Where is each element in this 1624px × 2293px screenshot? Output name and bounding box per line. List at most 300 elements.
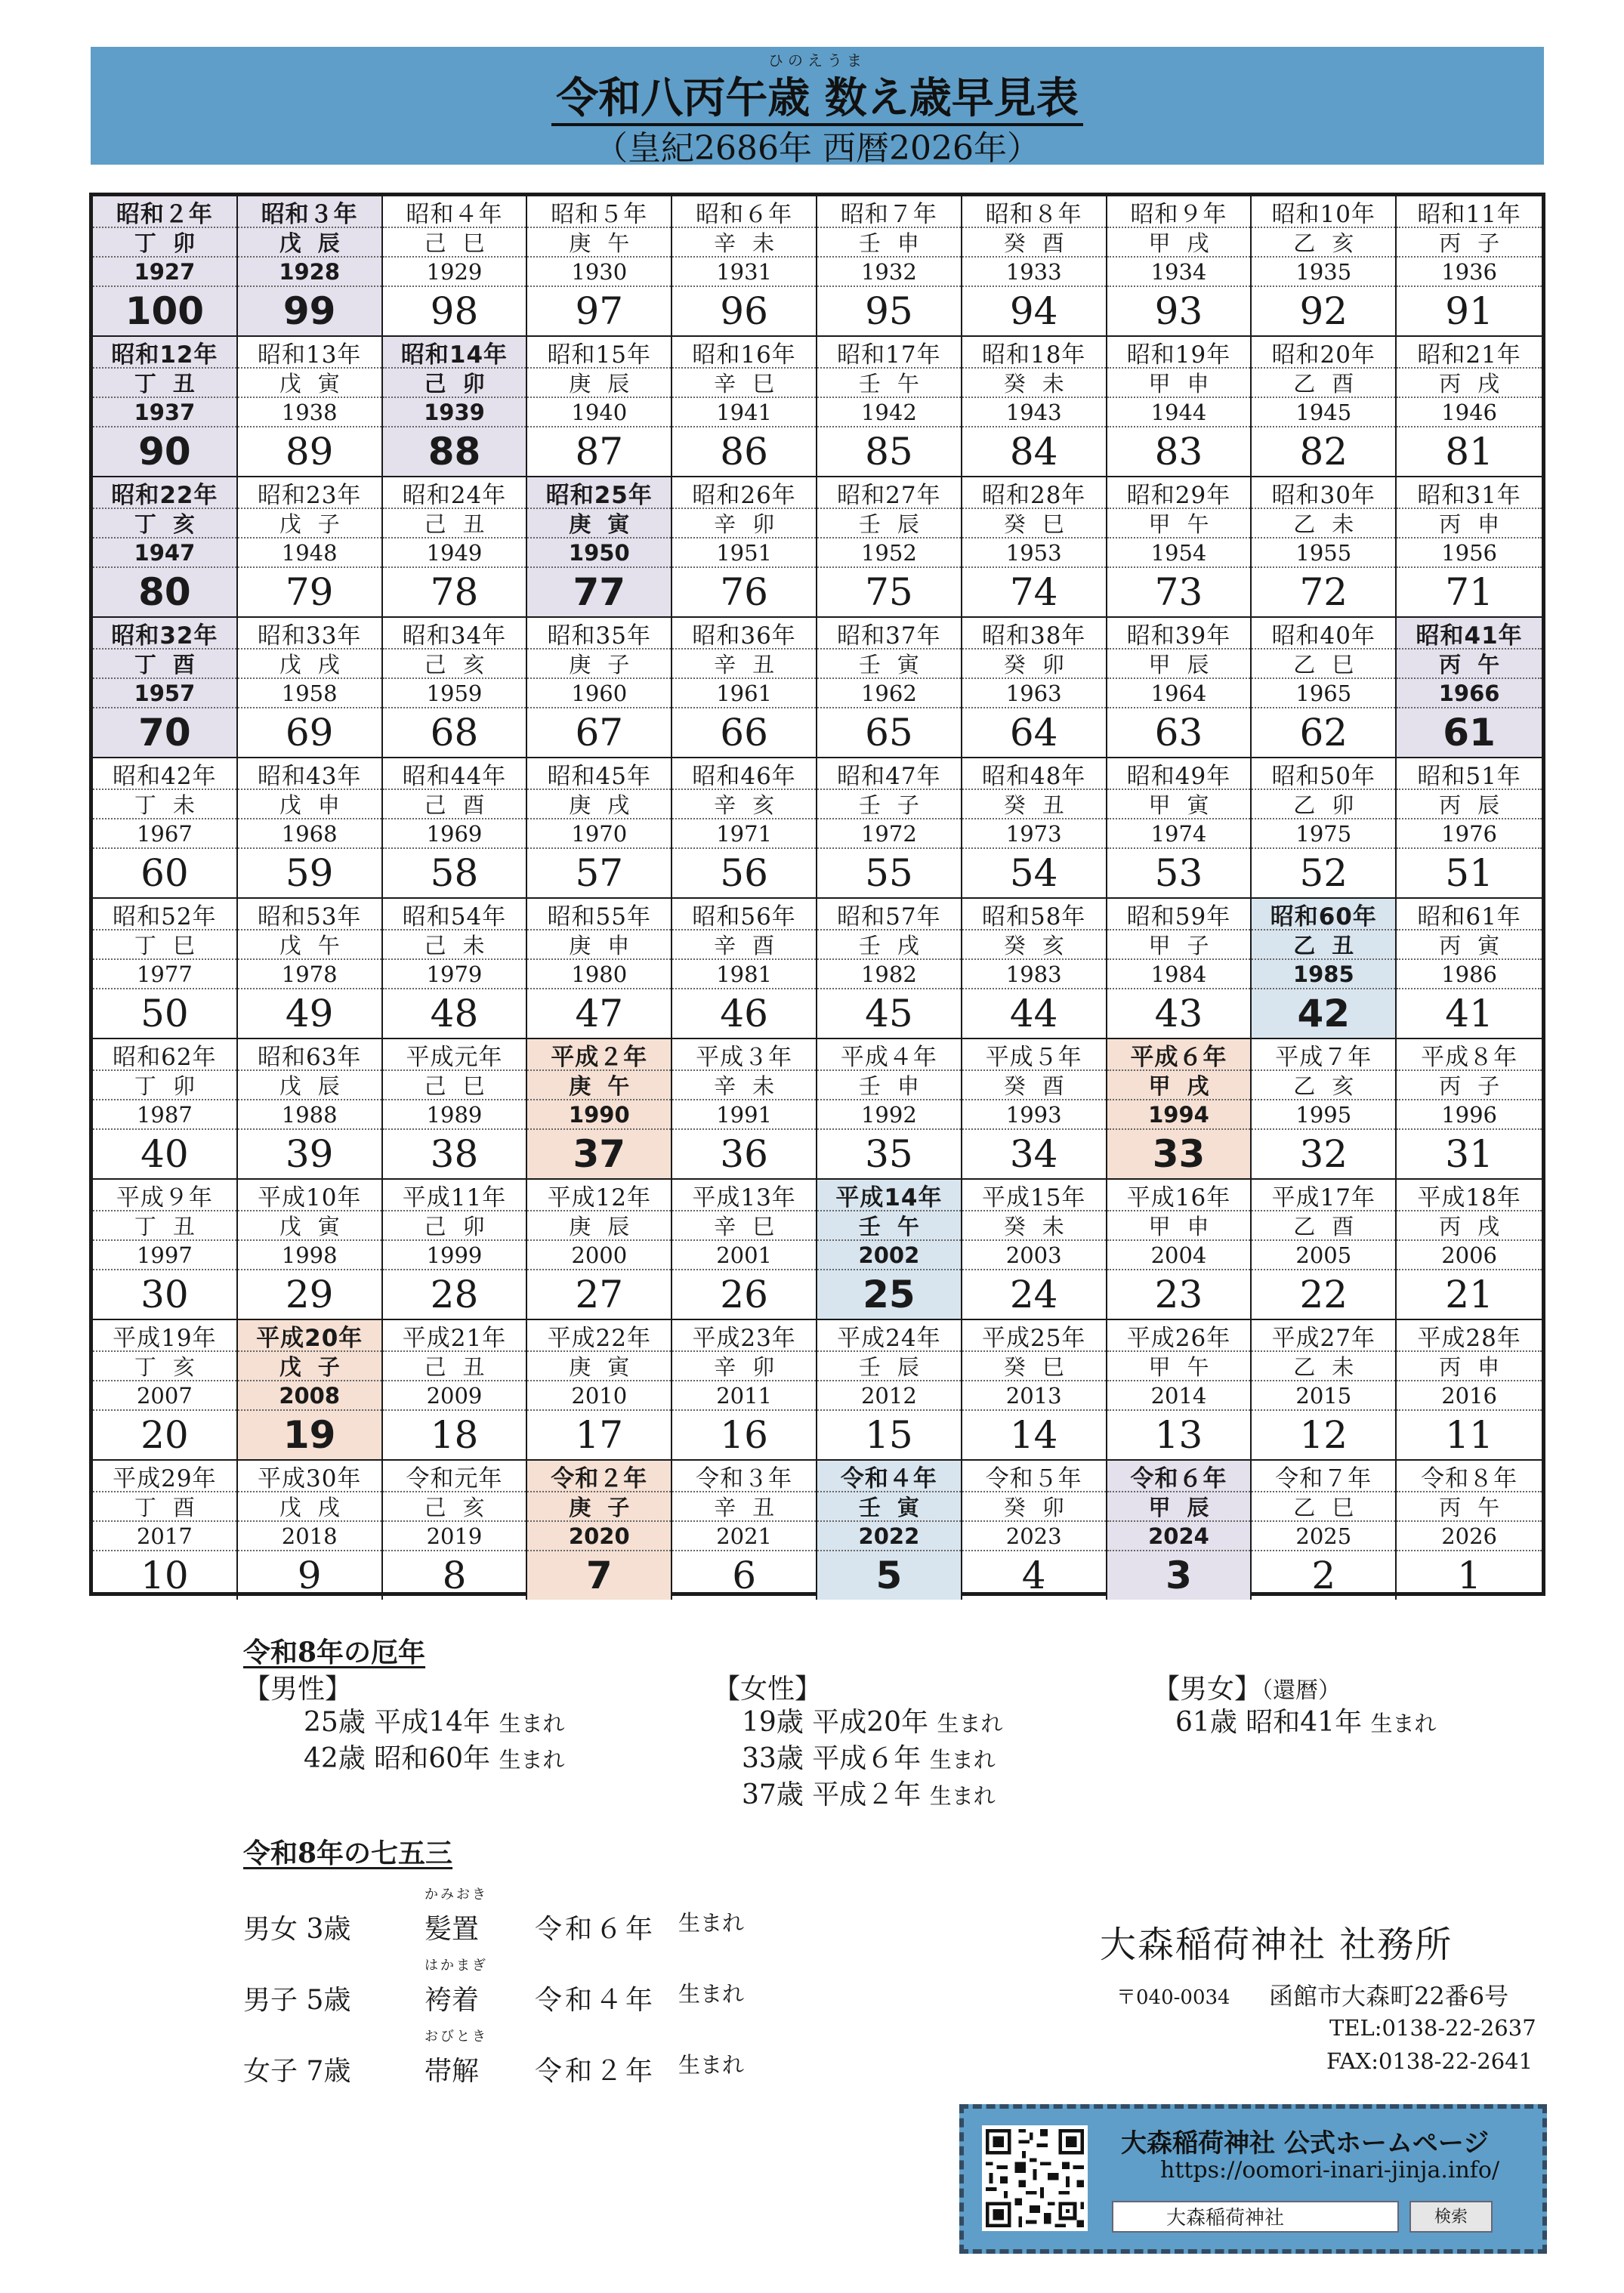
year-label: 1981 <box>672 960 816 989</box>
eto-label: 乙巳 <box>1252 650 1395 679</box>
age-cell <box>1252 1461 1397 1600</box>
age-value: 18 <box>430 1413 479 1458</box>
year-label: 1957 <box>93 679 236 708</box>
age-value: 56 <box>720 851 768 896</box>
age-value: 78 <box>430 570 479 615</box>
age-cell <box>527 196 672 337</box>
shichigosan-ruby: はかまぎ <box>425 1958 488 1974</box>
year-label: 1933 <box>962 258 1106 287</box>
age-value: 74 <box>1009 570 1058 615</box>
era-label: 昭和44年 <box>383 758 526 790</box>
year-label: 2005 <box>1252 1241 1395 1270</box>
eto-label: 戊戌 <box>238 650 381 679</box>
eto-label: 乙未 <box>1252 1352 1395 1381</box>
era-label: 昭和34年 <box>383 618 526 650</box>
age-value: 23 <box>1154 1273 1203 1317</box>
yakudoshi-era: 昭和41年 <box>1246 1707 1363 1738</box>
age-value: 87 <box>575 430 624 474</box>
year-label: 1983 <box>962 960 1106 989</box>
homepage-title: 大森稲荷神社 公式ホームページ <box>1121 2128 1490 2159</box>
age-table <box>89 193 1545 1596</box>
year-label: 1963 <box>962 679 1106 708</box>
age-value: 8 <box>442 1554 467 1598</box>
yakudoshi-suffix: 生まれ <box>929 1747 996 1773</box>
year-label: 1958 <box>238 679 381 708</box>
eto-label: 戊辰 <box>238 1071 381 1100</box>
year-label: 1940 <box>527 398 671 427</box>
age-value: 98 <box>430 289 479 334</box>
eto-label: 戊寅 <box>238 1211 381 1241</box>
era-label: 平成元年 <box>383 1039 526 1071</box>
age-value: 40 <box>140 1132 189 1177</box>
age-value: 99 <box>283 289 336 334</box>
age-cell <box>238 618 383 758</box>
year-label: 1962 <box>817 679 961 708</box>
year-label: 1936 <box>1397 258 1542 287</box>
eto-label: 癸亥 <box>962 930 1106 960</box>
era-label: 昭和54年 <box>383 899 526 930</box>
year-label: 1991 <box>672 1100 816 1130</box>
age-cell <box>1252 337 1397 477</box>
age-value: 32 <box>1299 1132 1348 1177</box>
era-label: 令和６年 <box>1107 1461 1251 1492</box>
age-cell <box>1397 196 1542 337</box>
shichigosan-ruby: おびとき <box>425 2029 488 2045</box>
era-label: 昭和25年 <box>527 477 671 509</box>
year-label: 1985 <box>1252 960 1395 989</box>
year-label: 1934 <box>1107 258 1251 287</box>
age-value: 88 <box>428 430 481 474</box>
era-label: 昭和21年 <box>1397 337 1542 369</box>
eto-label: 丙申 <box>1397 1352 1542 1381</box>
year-label: 1972 <box>817 819 961 849</box>
age-value: 4 <box>1021 1554 1046 1598</box>
yakudoshi-suffix: 生まれ <box>499 1711 565 1736</box>
eto-label: 庚子 <box>527 1492 671 1522</box>
era-label: 平成27年 <box>1252 1320 1395 1352</box>
yakudoshi-era: 平成14年 <box>374 1707 491 1738</box>
age-cell <box>962 337 1107 477</box>
eto-label: 癸酉 <box>962 1071 1106 1100</box>
era-label: 昭和46年 <box>672 758 816 790</box>
shichigosan-who: 男女 3歳 <box>243 1914 351 1945</box>
yakudoshi-row <box>304 1701 565 1739</box>
year-label: 2014 <box>1107 1381 1251 1411</box>
era-label: 令和８年 <box>1397 1461 1542 1492</box>
eto-label: 癸巳 <box>962 1352 1106 1381</box>
eto-label: 丁酉 <box>93 650 236 679</box>
age-value: 82 <box>1299 430 1348 474</box>
yakudoshi-age: 37歳 <box>742 1779 804 1810</box>
era-label: 昭和62年 <box>93 1039 236 1071</box>
age-value: 12 <box>1299 1413 1348 1458</box>
eto-label: 癸未 <box>962 369 1106 398</box>
yakudoshi-age: 42歳 <box>304 1743 366 1774</box>
age-cell <box>93 899 238 1039</box>
age-value: 20 <box>140 1413 189 1458</box>
eto-label: 己酉 <box>383 790 526 819</box>
qr-code-icon[interactable] <box>982 2125 1088 2231</box>
era-label: 昭和７年 <box>817 196 961 228</box>
era-label: 昭和50年 <box>1252 758 1395 790</box>
yakudoshi-era: 平成２年 <box>812 1779 922 1810</box>
year-label: 1973 <box>962 819 1106 849</box>
eto-label: 戊子 <box>238 509 381 539</box>
year-label: 1961 <box>672 679 816 708</box>
era-label: 平成17年 <box>1252 1180 1395 1211</box>
year-label: 1946 <box>1397 398 1542 427</box>
yakudoshi-male-label: 【男性】 <box>243 1674 353 1705</box>
year-label: 1982 <box>817 960 961 989</box>
era-label: 平成22年 <box>527 1320 671 1352</box>
eto-label: 辛酉 <box>672 930 816 960</box>
eto-label: 癸卯 <box>962 650 1106 679</box>
era-label: 昭和48年 <box>962 758 1106 790</box>
era-label: 平成15年 <box>962 1180 1106 1211</box>
age-cell <box>672 1320 817 1461</box>
era-label: 昭和18年 <box>962 337 1106 369</box>
eto-label: 己卯 <box>383 1211 526 1241</box>
age-cell <box>1107 337 1252 477</box>
homepage-box <box>959 2104 1547 2254</box>
eto-label: 丙戌 <box>1397 1211 1542 1241</box>
era-label: 昭和23年 <box>238 477 381 509</box>
homepage-url[interactable]: https://oomori-inari-jinja.info/ <box>1160 2157 1500 2183</box>
era-label: 昭和57年 <box>817 899 961 930</box>
eto-label: 丙辰 <box>1397 790 1542 819</box>
age-value: 52 <box>1299 851 1348 896</box>
age-cell <box>383 899 528 1039</box>
age-cell <box>672 196 817 337</box>
age-cell <box>1252 758 1397 899</box>
age-cell <box>93 1461 238 1600</box>
age-value: 95 <box>865 289 913 334</box>
eto-label: 乙酉 <box>1252 369 1395 398</box>
year-label: 1998 <box>238 1241 381 1270</box>
eto-label: 辛卯 <box>672 509 816 539</box>
year-label: 1980 <box>527 960 671 989</box>
search-input[interactable]: 大森稲荷神社 <box>1112 2201 1399 2233</box>
eto-label: 乙丑 <box>1252 930 1395 960</box>
age-cell <box>672 1461 817 1600</box>
yakudoshi-era: 平成６年 <box>812 1743 922 1774</box>
era-label: 平成13年 <box>672 1180 816 1211</box>
year-label: 1952 <box>817 539 961 568</box>
age-value: 55 <box>865 851 913 896</box>
age-value: 86 <box>720 430 768 474</box>
age-cell <box>1397 1461 1542 1600</box>
year-label: 1986 <box>1397 960 1542 989</box>
year-label: 2007 <box>93 1381 236 1411</box>
year-label: 1995 <box>1252 1100 1395 1130</box>
eto-label: 丁卯 <box>93 1071 236 1100</box>
yakudoshi-age: 19歳 <box>742 1707 804 1738</box>
era-label: 昭和13年 <box>238 337 381 369</box>
era-label: 昭和３年 <box>238 196 381 228</box>
age-cell <box>238 1320 383 1461</box>
era-label: 昭和33年 <box>238 618 381 650</box>
year-label: 2022 <box>817 1522 961 1551</box>
era-label: 平成28年 <box>1397 1320 1542 1352</box>
age-cell <box>1397 337 1542 477</box>
era-label: 昭和28年 <box>962 477 1106 509</box>
yakudoshi-suffix: 生まれ <box>929 1783 996 1809</box>
eto-label: 乙巳 <box>1252 1492 1395 1522</box>
year-label: 1994 <box>1107 1100 1251 1130</box>
era-label: 昭和19年 <box>1107 337 1251 369</box>
yakudoshi-title: 令和8年の厄年 <box>243 1637 426 1668</box>
eto-label: 己丑 <box>383 509 526 539</box>
era-label: 令和７年 <box>1252 1461 1395 1492</box>
age-value: 100 <box>125 289 205 334</box>
era-label: 令和４年 <box>817 1461 961 1492</box>
eto-label: 壬寅 <box>817 1492 961 1522</box>
year-label: 1931 <box>672 258 816 287</box>
age-cell <box>672 477 817 618</box>
age-cell <box>1107 618 1252 758</box>
age-value: 31 <box>1445 1132 1493 1177</box>
age-cell <box>1107 1320 1252 1461</box>
age-cell <box>527 477 672 618</box>
shichigosan-rite: 袴着 <box>425 1985 480 2016</box>
era-label: 平成19年 <box>93 1320 236 1352</box>
year-label: 1968 <box>238 819 381 849</box>
age-cell <box>93 1320 238 1461</box>
era-label: 平成30年 <box>238 1461 381 1492</box>
age-cell <box>1397 1320 1542 1461</box>
year-label: 1947 <box>93 539 236 568</box>
age-value: 68 <box>430 711 479 755</box>
age-cell <box>962 758 1107 899</box>
age-cell <box>527 1180 672 1320</box>
age-value: 84 <box>1009 430 1058 474</box>
eto-label: 甲子 <box>1107 930 1251 960</box>
year-label: 2000 <box>527 1241 671 1270</box>
age-cell <box>817 618 962 758</box>
year-label: 2019 <box>383 1522 526 1551</box>
shichigosan-suffix: 生まれ <box>678 2052 745 2078</box>
era-label: 昭和９年 <box>1107 196 1251 228</box>
shichigosan-rite: 髪置 <box>425 1914 480 1945</box>
era-label: 昭和31年 <box>1397 477 1542 509</box>
era-label: 昭和17年 <box>817 337 961 369</box>
age-value: 6 <box>732 1554 756 1598</box>
age-value: 60 <box>140 851 189 896</box>
age-value: 17 <box>575 1413 624 1458</box>
age-cell <box>383 196 528 337</box>
age-cell <box>962 618 1107 758</box>
age-cell <box>1397 618 1542 758</box>
age-value: 26 <box>720 1273 768 1317</box>
age-cell <box>93 618 238 758</box>
eto-label: 戊戌 <box>238 1492 381 1522</box>
era-label: 平成18年 <box>1397 1180 1542 1211</box>
era-label: 平成12年 <box>527 1180 671 1211</box>
year-label: 1999 <box>383 1241 526 1270</box>
age-cell <box>383 618 528 758</box>
eto-label: 戊寅 <box>238 369 381 398</box>
era-label: 昭和14年 <box>383 337 526 369</box>
age-cell <box>672 1039 817 1180</box>
age-value: 10 <box>140 1554 189 1598</box>
year-label: 1965 <box>1252 679 1395 708</box>
age-cell <box>238 899 383 1039</box>
header-banner <box>91 47 1544 168</box>
age-value: 63 <box>1154 711 1203 755</box>
era-label: 昭和52年 <box>93 899 236 930</box>
era-label: 昭和２年 <box>93 196 236 228</box>
age-cell <box>1107 196 1252 337</box>
yakudoshi-era: 平成20年 <box>812 1707 929 1738</box>
age-value: 37 <box>573 1132 626 1177</box>
age-value: 45 <box>865 992 913 1036</box>
era-label: 平成３年 <box>672 1039 816 1071</box>
yakudoshi-age: 33歳 <box>742 1743 804 1774</box>
search-button[interactable]: 検索 <box>1409 2201 1493 2233</box>
eto-label: 癸卯 <box>962 1492 1106 1522</box>
shichigosan-rite: 帯解 <box>425 2056 480 2087</box>
year-label: 1992 <box>817 1100 961 1130</box>
age-value: 79 <box>285 570 334 615</box>
year-label: 2025 <box>1252 1522 1395 1551</box>
year-label: 1987 <box>93 1100 236 1130</box>
age-cell <box>383 1320 528 1461</box>
title-ruby: ひのえうま <box>768 51 866 69</box>
age-cell <box>1397 758 1542 899</box>
year-label: 1935 <box>1252 258 1395 287</box>
eto-label: 丁丑 <box>93 369 236 398</box>
age-cell <box>962 1039 1107 1180</box>
age-value: 65 <box>865 711 913 755</box>
eto-label: 乙亥 <box>1252 1071 1395 1100</box>
eto-label: 庚申 <box>527 930 671 960</box>
year-label: 1971 <box>672 819 816 849</box>
age-value: 96 <box>720 289 768 334</box>
age-value: 48 <box>430 992 479 1036</box>
age-value: 33 <box>1152 1132 1206 1177</box>
eto-label: 己亥 <box>383 1492 526 1522</box>
eto-label: 庚午 <box>527 228 671 258</box>
year-label: 2016 <box>1397 1381 1542 1411</box>
age-cell <box>1252 1320 1397 1461</box>
era-label: 昭和30年 <box>1252 477 1395 509</box>
eto-label: 己丑 <box>383 1352 526 1381</box>
eto-label: 辛卯 <box>672 1352 816 1381</box>
age-value: 46 <box>720 992 768 1036</box>
year-label: 1932 <box>817 258 961 287</box>
era-label: 昭和10年 <box>1252 196 1395 228</box>
yakudoshi-era: 昭和60年 <box>374 1743 491 1774</box>
eto-label: 乙卯 <box>1252 790 1395 819</box>
eto-label: 己未 <box>383 930 526 960</box>
year-label: 2008 <box>238 1381 381 1411</box>
age-value: 59 <box>285 851 334 896</box>
age-cell <box>1107 899 1252 1039</box>
age-value: 91 <box>1445 289 1493 334</box>
eto-label: 壬辰 <box>817 509 961 539</box>
eto-label: 癸酉 <box>962 228 1106 258</box>
year-label: 1939 <box>383 398 526 427</box>
year-label: 1927 <box>93 258 236 287</box>
era-label: 昭和63年 <box>238 1039 381 1071</box>
era-label: 昭和24年 <box>383 477 526 509</box>
eto-label: 丙午 <box>1397 650 1542 679</box>
age-value: 29 <box>285 1273 334 1317</box>
age-value: 50 <box>140 992 189 1036</box>
age-value: 89 <box>285 430 334 474</box>
year-label: 1996 <box>1397 1100 1542 1130</box>
era-label: 昭和26年 <box>672 477 816 509</box>
eto-label: 甲申 <box>1107 1211 1251 1241</box>
age-cell <box>1252 618 1397 758</box>
yakudoshi-row <box>304 1737 565 1776</box>
era-label: 昭和35年 <box>527 618 671 650</box>
eto-label: 丙子 <box>1397 1071 1542 1100</box>
page-title <box>91 65 1544 125</box>
eto-label: 己卯 <box>383 369 526 398</box>
year-label: 2011 <box>672 1381 816 1411</box>
shichigosan-who: 男子 5歳 <box>243 1985 351 2016</box>
era-label: 平成25年 <box>962 1320 1106 1352</box>
age-cell <box>1397 899 1542 1039</box>
era-label: 平成８年 <box>1397 1039 1542 1071</box>
year-label: 1964 <box>1107 679 1251 708</box>
year-label: 2004 <box>1107 1241 1251 1270</box>
year-label: 1937 <box>93 398 236 427</box>
eto-label: 甲午 <box>1107 509 1251 539</box>
year-label: 1990 <box>527 1100 671 1130</box>
age-value: 83 <box>1154 430 1203 474</box>
year-label: 2009 <box>383 1381 526 1411</box>
eto-label: 壬申 <box>817 1071 961 1100</box>
era-label: 昭和38年 <box>962 618 1106 650</box>
eto-label: 丁未 <box>93 790 236 819</box>
age-value: 30 <box>140 1273 189 1317</box>
age-cell <box>1397 1039 1542 1180</box>
age-cell <box>1252 899 1397 1039</box>
age-value: 15 <box>865 1413 913 1458</box>
age-value: 43 <box>1154 992 1203 1036</box>
age-cell <box>527 1320 672 1461</box>
eto-label: 乙酉 <box>1252 1211 1395 1241</box>
shrine-name: 大森稲荷神社 社務所 <box>1100 1924 1453 1966</box>
age-cell <box>962 477 1107 618</box>
age-cell <box>962 196 1107 337</box>
year-label: 1959 <box>383 679 526 708</box>
shrine-fax: FAX:0138-22-2641 <box>1326 2048 1533 2074</box>
year-label: 1970 <box>527 819 671 849</box>
eto-label: 辛丑 <box>672 650 816 679</box>
age-value: 11 <box>1445 1413 1493 1458</box>
age-value: 1 <box>1457 1554 1481 1598</box>
age-cell <box>93 1039 238 1180</box>
era-label: 昭和37年 <box>817 618 961 650</box>
shichigosan-who: 女子 7歳 <box>243 2056 351 2087</box>
age-value: 77 <box>573 570 626 615</box>
eto-label: 壬辰 <box>817 1352 961 1381</box>
year-label: 1930 <box>527 258 671 287</box>
year-label: 1976 <box>1397 819 1542 849</box>
age-cell <box>962 1320 1107 1461</box>
yakudoshi-female-label: 【女性】 <box>713 1674 823 1705</box>
era-label: 昭和29年 <box>1107 477 1251 509</box>
eto-label: 甲辰 <box>1107 650 1251 679</box>
era-label: 昭和55年 <box>527 899 671 930</box>
year-label: 1956 <box>1397 539 1542 568</box>
age-value: 3 <box>1166 1554 1192 1598</box>
year-label: 2002 <box>817 1241 961 1270</box>
era-label: 昭和４年 <box>383 196 526 228</box>
